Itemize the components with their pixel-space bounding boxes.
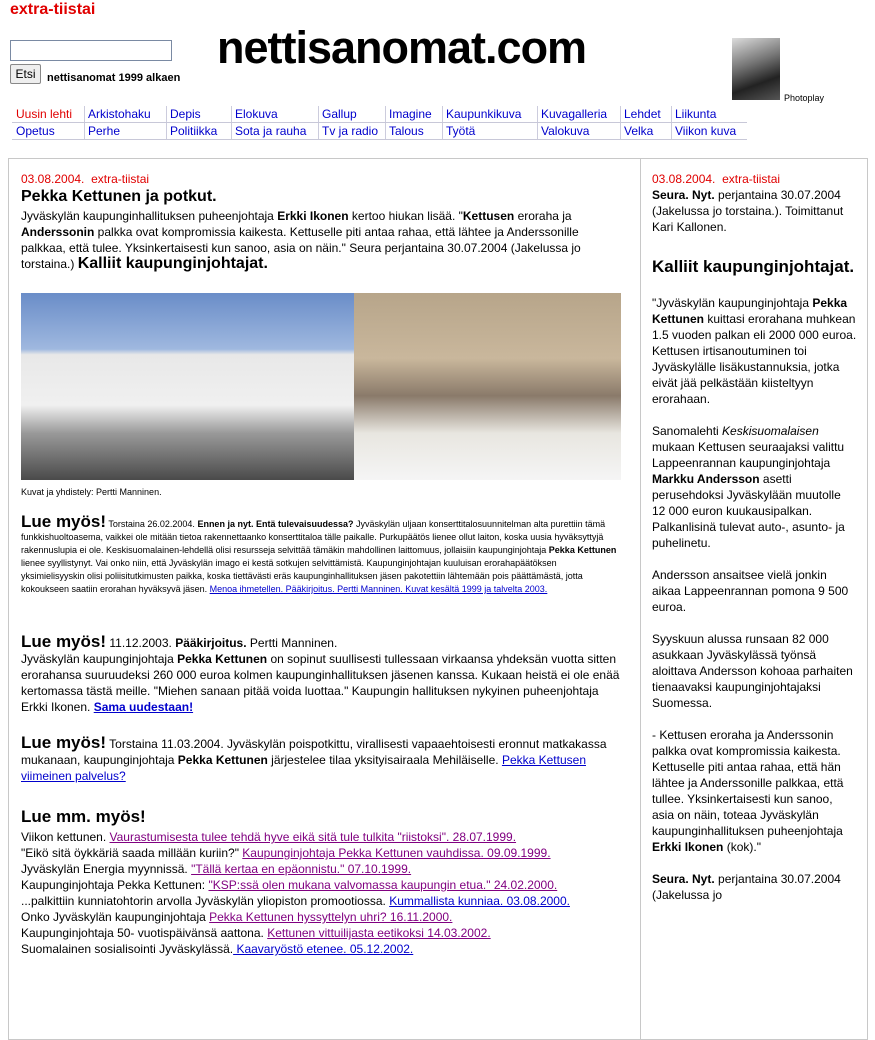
list-item-link[interactable]: Pekka Kettunen hyssyttelyn uhri? 16.11.2000. <box>209 910 453 924</box>
nav-item-imagine[interactable]: Imagine <box>385 106 432 122</box>
nav-item-uusin-lehti[interactable]: Uusin lehti <box>16 107 73 121</box>
intro-text: palkka ovat kompromissia kaikesta. Kettuselle piti antaa rahaa, että lähtee ja Anderssonille palkkaa, että tulee. Yksinkertaisesti kun sanoo, asia on näin." Seura perjantaina 30.07.2004 (Jakelussa jo torstaina.) <box>21 225 581 271</box>
lue-heading: Lue myös! <box>21 512 107 531</box>
list-item-text: ...palkittiin kunniatohtorin arvolla Jyväskylän yliopiston promootiossa. <box>21 894 390 908</box>
intro-big-link: Kalliit kaupunginjohtajat. <box>77 255 268 272</box>
list-item <box>21 877 621 893</box>
nav-item-gallup[interactable]: Gallup <box>318 106 357 122</box>
list-item-link[interactable]: "Tällä kertaa en epäonnistu." 07.10.1999. <box>191 862 412 876</box>
lue-text: lienee syyllistynyt. Vai onko niin, että Jyväskylän imago ei kestä sotkujen selvittämistä. Kaupunginjohtajan kuuluisan erorahapäätöksen yksimielisyyskin olisi poliisitutkimusten paikka, koska tiettävästi eräs kaupunginhallituksen jäsen pakotettiin lähtemään pois päättämästä, jotta kokoukseen saatiin erorahan hyväksyvä jäsen. <box>21 558 583 594</box>
lue-text: Jyväskylän uljaan konserttitalosuunnitelman alta purettiin tämä funkkishuoltoasema, vaikkei ole mitään tietoa rakennettaanko konserttitaloa tälle paikalle. Purkupäätös lienee ollut laiton, koska uusia hyväksyttyjä rakennuslupia ei ole. Keskisuomalainen-lehdellä olisi resursseja selvittää tämäkin mahdollinen laittomuus, jollaisiin kaupunginjohtaja <box>21 519 606 555</box>
photo-left-building <box>21 293 354 480</box>
side-bold: Markku Andersson <box>652 472 760 486</box>
list-item <box>21 909 621 925</box>
nav-item-lehdet[interactable]: Lehdet <box>620 106 661 122</box>
side-text: kuittasi erorahana muhkean 1.5 vuoden palkan eli 2000 000 euroa. Kettusen irtisanoutuminen toi Jyväskylälle lisäkustannuksia, jotka eivät jää pelkästään kiisteltyyn erorahaan. <box>652 312 857 406</box>
nav-item-opetus[interactable]: Opetus <box>16 124 55 138</box>
lue-author: Pertti Manninen. <box>246 636 338 650</box>
lue-date: 11.12.2003. <box>106 636 176 650</box>
list-item <box>21 845 621 861</box>
main-dateline <box>21 171 149 187</box>
list-item <box>21 829 621 845</box>
lue-bold: Ennen ja nyt. Entä tulevaisuudessa? <box>197 519 354 529</box>
side-text: Sanomalehti <box>652 424 723 438</box>
site-logo[interactable]: nettisanomat.com <box>217 22 587 73</box>
lue-heading: Lue myös! <box>21 632 107 651</box>
search-button[interactable]: Etsi <box>10 64 41 84</box>
nav-item-liikunta[interactable]: Liikunta <box>671 106 716 122</box>
brand-title: extra-tiistai <box>10 1 96 18</box>
photo-caption: Kuvat ja yhdistely: Pertti Manninen. <box>21 487 162 497</box>
nav-item-tyota[interactable]: Työtä <box>442 123 475 139</box>
list-item <box>21 925 621 941</box>
list-item-link[interactable]: Kaavaryöstö etenee. 05.12.2002. <box>233 942 414 956</box>
list-item-link[interactable]: Kaupunginjohtaja Pekka Kettunen vauhdissa. 09.09.1999. <box>242 846 551 860</box>
side-dateline <box>652 171 857 187</box>
list-item-text: Jyväskylän Energia myynnissä. <box>21 862 192 876</box>
side-heading: Kalliit kaupunginjohtajat. <box>652 257 855 276</box>
lue-bold: Pekka Kettunen <box>177 652 268 666</box>
lue-block-3 <box>21 735 621 784</box>
lue-text: Torstaina 11.03.2004. Jyväskylän poispotkittu, virallisesti vapaaehtoisesti eronnut matkakassa mukanaan, kaupunginjohtaja <box>21 737 607 767</box>
main-date-tag: extra-tiistai <box>91 172 150 186</box>
lue-text: Jyväskylän kaupunginjohtaja <box>21 652 178 666</box>
side-content <box>652 171 857 903</box>
intro-text: Jyväskylän kaupunginhallituksen puheenjohtaja <box>21 209 278 223</box>
side-paragraph: Syyskuun alussa runsaan 82 000 asukkaan Jyväskylässä työnsä aloittava Andersson kohoaa parhaiten tienaavaksi kaupunginjohtajaksi Suomessa. <box>652 632 853 710</box>
list-item <box>21 861 621 877</box>
nav-item-kaupunkikuva[interactable]: Kaupunkikuva <box>442 106 521 122</box>
list-item-text: Onko Jyväskylän kaupunginjohtaja <box>21 910 210 924</box>
nav-item-politiikka[interactable]: Politiikka <box>166 123 217 139</box>
lue-heading: Lue myös! <box>21 733 107 752</box>
lue-bold: Pääkirjoitus. <box>175 636 247 650</box>
more-list <box>21 829 621 957</box>
nav-item-elokuva[interactable]: Elokuva <box>231 106 278 122</box>
side-text: "Jyväskylän kaupunginjohtaja <box>652 296 813 310</box>
side-source <box>652 871 857 903</box>
photoplay-label: Photoplay <box>784 93 825 103</box>
lue-block-2 <box>21 634 621 715</box>
nav-divider <box>12 139 747 140</box>
list-item <box>21 941 621 957</box>
list-item-link[interactable]: Kummallista kunniaa. 03.08.2000. <box>389 894 570 908</box>
nav-item-sota-ja-rauha[interactable]: Sota ja rauha <box>231 123 306 139</box>
lue-link[interactable]: Menoa ihmetellen. Pääkirjoitus. Pertti Manninen. Kuvat kesältä 1999 ja talvelta 2003. <box>209 584 548 594</box>
lue-bold: Pekka Kettunen <box>548 545 617 555</box>
photoplay-image[interactable] <box>732 38 780 100</box>
since-label: nettisanomat 1999 alkaen <box>47 72 181 84</box>
list-item-text: Viikon kettunen. <box>21 830 110 844</box>
side-bold: Pekka Kettunen <box>652 296 848 326</box>
search-input[interactable] <box>10 40 172 61</box>
nav-item-perhe[interactable]: Perhe <box>84 123 120 139</box>
lue-text: on sopinut suullisesti tullessaan virkaansa yhdeksän vuotta sitten erorahansa suuruudeksi 260 000 euroa kolmen kaupunginhallituksen jäsenen kanssa. Kukaan heistä ei ole enää kertomassa tästä meille. "Miehen sanaan pitää voida luottaa." Kaupungin hallituksen nykyinen puheenjohtaja Erkki Ikonen. <box>21 652 620 714</box>
nav-divider <box>12 122 747 123</box>
photo-right-winter <box>354 293 621 480</box>
side-bold: Erkki Ikonen <box>652 840 724 854</box>
side-paragraph: Andersson ansaitsee vielä jonkin aikaa Lappeenrannan pomona 9 500 euroa. <box>652 568 849 614</box>
side-paragraph <box>652 295 857 407</box>
side-date: 03.08.2004. <box>652 172 716 186</box>
side-source-text: perjantaina 30.07.2004 (Jakelussa jo torstaina.). Toimittanut Kari Kallonen. <box>652 188 844 234</box>
side-date-tag: extra-tiistai <box>722 172 781 186</box>
article-title: Pekka Kettunen ja potkut. <box>21 188 217 205</box>
nav-item-arkistohaku[interactable]: Arkistohaku <box>84 106 151 122</box>
intro-bold: Kettusen <box>462 209 515 223</box>
nav-item-valokuva[interactable]: Valokuva <box>537 123 589 139</box>
lue-link[interactable]: Pekka Kettusen viimeinen palvelus? <box>21 753 586 783</box>
article-intro <box>21 208 621 272</box>
side-source-bold: Seura. Nyt. <box>652 188 715 202</box>
list-item-text: "Eikö sitä öykkäriä saada millään kuriin?" <box>21 846 243 860</box>
list-item-link[interactable]: Kettunen vittuilijasta eetikoksi 14.03.2002. <box>267 926 491 940</box>
side-text: mukaan Kettusen seuraajaksi valittu Lappeenrannan kaupunginjohtaja <box>652 440 845 470</box>
intro-text: eroraha ja <box>514 209 572 223</box>
lue-link[interactable]: Sama uudestaan! <box>93 700 194 714</box>
side-source-bold: Seura. Nyt. <box>652 872 715 886</box>
lue-block-1 <box>21 512 621 596</box>
nav-item-velka[interactable]: Velka <box>620 123 653 139</box>
nav-item-talous[interactable]: Talous <box>385 123 424 139</box>
article-photo <box>21 293 621 480</box>
intro-bold: Erkki Ikonen <box>277 209 349 223</box>
more-heading: Lue mm. myös! <box>21 807 146 826</box>
nav-item-depis[interactable]: Depis <box>166 106 201 122</box>
nav-item-kuvagalleria[interactable]: Kuvagalleria <box>537 106 607 122</box>
nav-item-tv-ja-radio[interactable]: Tv ja radio <box>318 123 378 139</box>
list-item-link[interactable]: Vaurastumisesta tulee tehdä hyve eikä sitä tule tulkita "riistoksi". 28.07.1999. <box>109 830 517 844</box>
list-item-text: Suomalainen sosialisointi Jyväskylässä. <box>21 942 234 956</box>
side-source-text: perjantaina 30.07.2004 (Jakelussa jo <box>652 872 841 902</box>
list-item-text: Kaupunginjohtaja Pekka Kettunen: <box>21 878 209 892</box>
lue-bold: Pekka Kettunen <box>177 753 268 767</box>
side-paragraph <box>652 423 857 551</box>
main-date: 03.08.2004. <box>21 172 85 186</box>
nav-item-viikon-kuva[interactable]: Viikon kuva <box>671 123 736 139</box>
side-text: - Kettusen eroraha ja Anderssonin palkka ovat kompromissia kaikesta. Kettuselle piti antaa rahaa, että hän lähtee ja Anderssonille palkkaa, että tullee. Yksinkertaisesti kun sanoo, asia on näin, toteaa Jyväskylän kaupunginhallituksen puheenjohtaja <box>652 728 844 838</box>
intro-bold: Anderssonin <box>21 225 95 239</box>
list-item <box>21 893 621 909</box>
lue-date: Torstaina 26.02.2004. <box>106 519 198 529</box>
side-text: asetti perusehdoksi Jyväskylään muutolle 12 000 euron kuukausipalkan. Palkanlisinä tulevat auto-, asunto- ja puhelinetu. <box>652 472 845 550</box>
list-item-link[interactable]: "KSP:ssä olen mukana valvomassa kaupungin etua." 24.02.2000. <box>208 878 558 892</box>
lue-text: järjestelee tilaa yksityisairaala Mehiläiselle. <box>267 753 502 767</box>
intro-text: kertoo hiukan lisää. " <box>348 209 463 223</box>
side-text: (kok)." <box>723 840 761 854</box>
side-italic: Keskisuomalaisen <box>722 424 819 438</box>
side-source <box>652 187 857 235</box>
side-paragraph <box>652 727 857 855</box>
list-item-text: Kaupunginjohtaja 50- vuotispäivänsä aattona. <box>21 926 268 940</box>
